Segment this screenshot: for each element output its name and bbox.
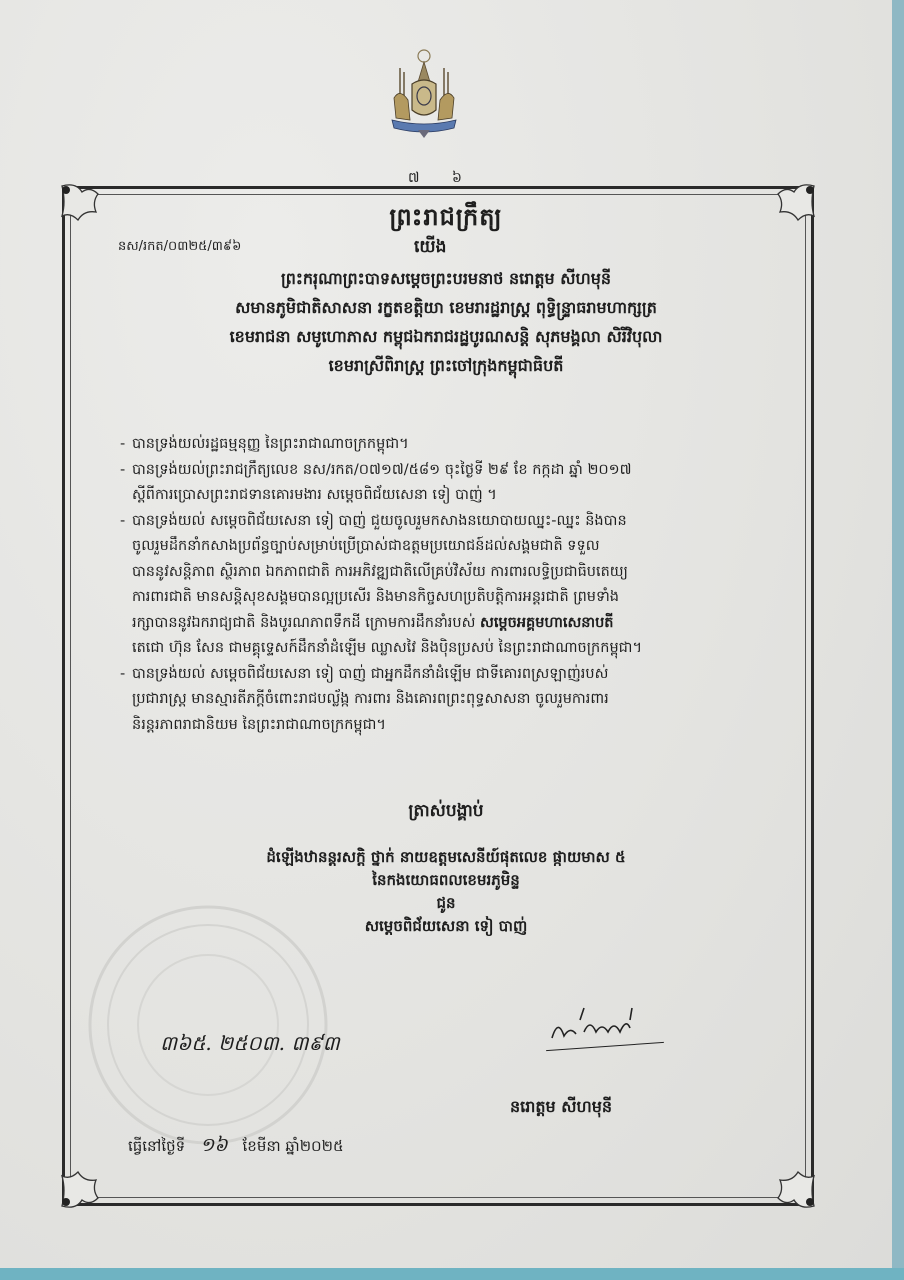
decree-heading: ត្រាស់បង្គាប់ (408, 801, 484, 821)
date-prefix: ធ្វើនៅថ្ងៃទី (128, 1137, 186, 1155)
heading-line: សមានភូមិជាតិសាសនា រក្ខតខត្តិយា ខេមរារដ្ឋរាស្ត្រ ពុទ្ធិន្ទ្រាធរាមហាក្សត្រ (235, 298, 657, 317)
handwritten-reference: ៣៦៥. ២៥០៣. ៣៩៣ (160, 1031, 340, 1055)
date-day: ១៦ (199, 1134, 228, 1156)
list-item-continuation: ប្រជារាស្ត្រ មានស្មារតីភក្តីចំពោះរាជបល្ល័ង្ក ការពារ និងគោរពព្រះពុទ្ធសាសនា ចូលរួមការពារ (132, 691, 609, 707)
list-item: - បានទ្រង់យល់រដ្ឋធម្មនុញ្ញ នៃព្រះរាជាណាចក្រកម្ពុជា។ (120, 436, 409, 452)
signer-name: នរោត្តម សីហមុនី (510, 1097, 613, 1116)
yeung-label: យើង (414, 237, 447, 257)
award-line-1: ដំឡើងឋានន្តរសក្តិ ថ្នាក់ នាយឧត្តមសេនីយ៍ផុតលេខ ផ្កាយមាស ៥ (266, 848, 626, 866)
list-item-continuation: រក្សាបាននូវឯករាជ្យជាតិ និងបូរណភាពទឹកដី ក្រោមការដឹកនាំរបស់ សម្តេចអគ្គមហាសេនាបតី (132, 614, 614, 631)
list-item-continuation: ស្តីពីការប្រោសព្រះរាជទានគោរមងារ សម្តេចពិជ័យសេនា ទៀ បាញ់ ។ (132, 487, 497, 503)
corner-ornament-icon (56, 1162, 106, 1212)
top-number-right: ៦ (452, 170, 462, 186)
list-item: - បានទ្រង់យល់ សម្តេចពិជ័យសេនា ទៀ បាញ់ ជួយចូលរួមកសាងនយោបាយឈ្នះ-ឈ្នះ និងបាន (120, 512, 627, 529)
document-title: ព្រះរាជក្រឹត្យ (389, 203, 503, 231)
list-item-continuation: បាននូវសន្តិភាព ស្ថិរភាព ឯកភាពជាតិ ការអភិវឌ្ឍជាតិលើគ្រប់វិស័យ ការពារលទ្ធិប្រជាធិបតេយ្យ (132, 563, 628, 580)
list-item-continuation: ចូលរួមដឹកនាំកសាងប្រព័ន្ធច្បាប់សម្រាប់ប្រើប្រាស់ជាឧត្តមប្រយោជន៍ដល់សង្គមជាតិ ទទួល (132, 538, 600, 554)
date-month: ខែមីនា (242, 1137, 281, 1155)
reference-number: នស/រកត/០៣២៥/៣៩៦ (118, 239, 242, 254)
heading-line: ខេមរាស្រីពិរាស្ត្រ ព្រះចៅក្រុងកម្ពុជាធិបតី (328, 356, 564, 375)
corner-ornament-icon (770, 1162, 820, 1212)
list-item: - បានទ្រង់យល់ សម្តេចពិជ័យសេនា ទៀ បាញ់ ជាអ្នកដឹកនាំដំឡើម ជាទីគោរពស្រឡាញ់របស់ (120, 665, 609, 682)
list-item-continuation: និរន្តរភាពរាជានិយម នៃព្រះរាជាណាចក្រកម្ពុជា។ (132, 716, 386, 733)
award-to: ជូន (436, 894, 456, 912)
date-year: ឆ្នាំ២០២៥ (285, 1137, 344, 1155)
list-item-continuation: តេជោ ហ៊ុន សែន ជាមគ្គុទ្ទេសក៍ដឹកនាំដំឡើម ឈ្លាសវៃ និងប៉ិនប្រសប់ នៃព្រះរាជាណាចក្រកម្ពុជា។ (132, 640, 643, 656)
award-recipient: សម្តេចពិជ័យសេនា ទៀ បាញ់ (364, 917, 528, 935)
heading-line: ខេមរាជនា សមូហោភាស កម្ពុជឯករាជរដ្ឋបូរណសន្តិ សុភមង្គលា សិរីវិបុលា (229, 327, 663, 346)
list-item-continuation: ការពារជាតិ មានសន្តិសុខសង្គមបានល្អប្រសើរ និងមានកិច្ចសហប្រតិបត្តិការអន្តរជាតិ ព្រមទាំង (132, 589, 619, 605)
background-edge-right (892, 0, 904, 1280)
top-number-left: ៧ (408, 170, 420, 186)
list-item: - បានទ្រង់យល់ព្រះរាជក្រឹត្យលេខ នស/រកត/០៧១៧/៥៨១ ចុះថ្ងៃទី ២៩ ខែ កក្កដា ឆ្នាំ ២០១៧ (120, 461, 632, 478)
background-edge-bottom (0, 1268, 904, 1280)
bold-title: សម្តេចអគ្គមហាសេនាបតី (480, 614, 614, 631)
heading-line: ព្រះករុណាព្រះបាទសម្តេចព្រះបរមនាថ នរោត្តម សីហមុនី (280, 269, 612, 288)
considerations-list (120, 432, 810, 738)
award-line-2: នៃកងយោធពលខេមរភូមិន្ទ (372, 871, 520, 889)
royal-emblem-icon (386, 48, 462, 140)
date-line (128, 1133, 344, 1161)
